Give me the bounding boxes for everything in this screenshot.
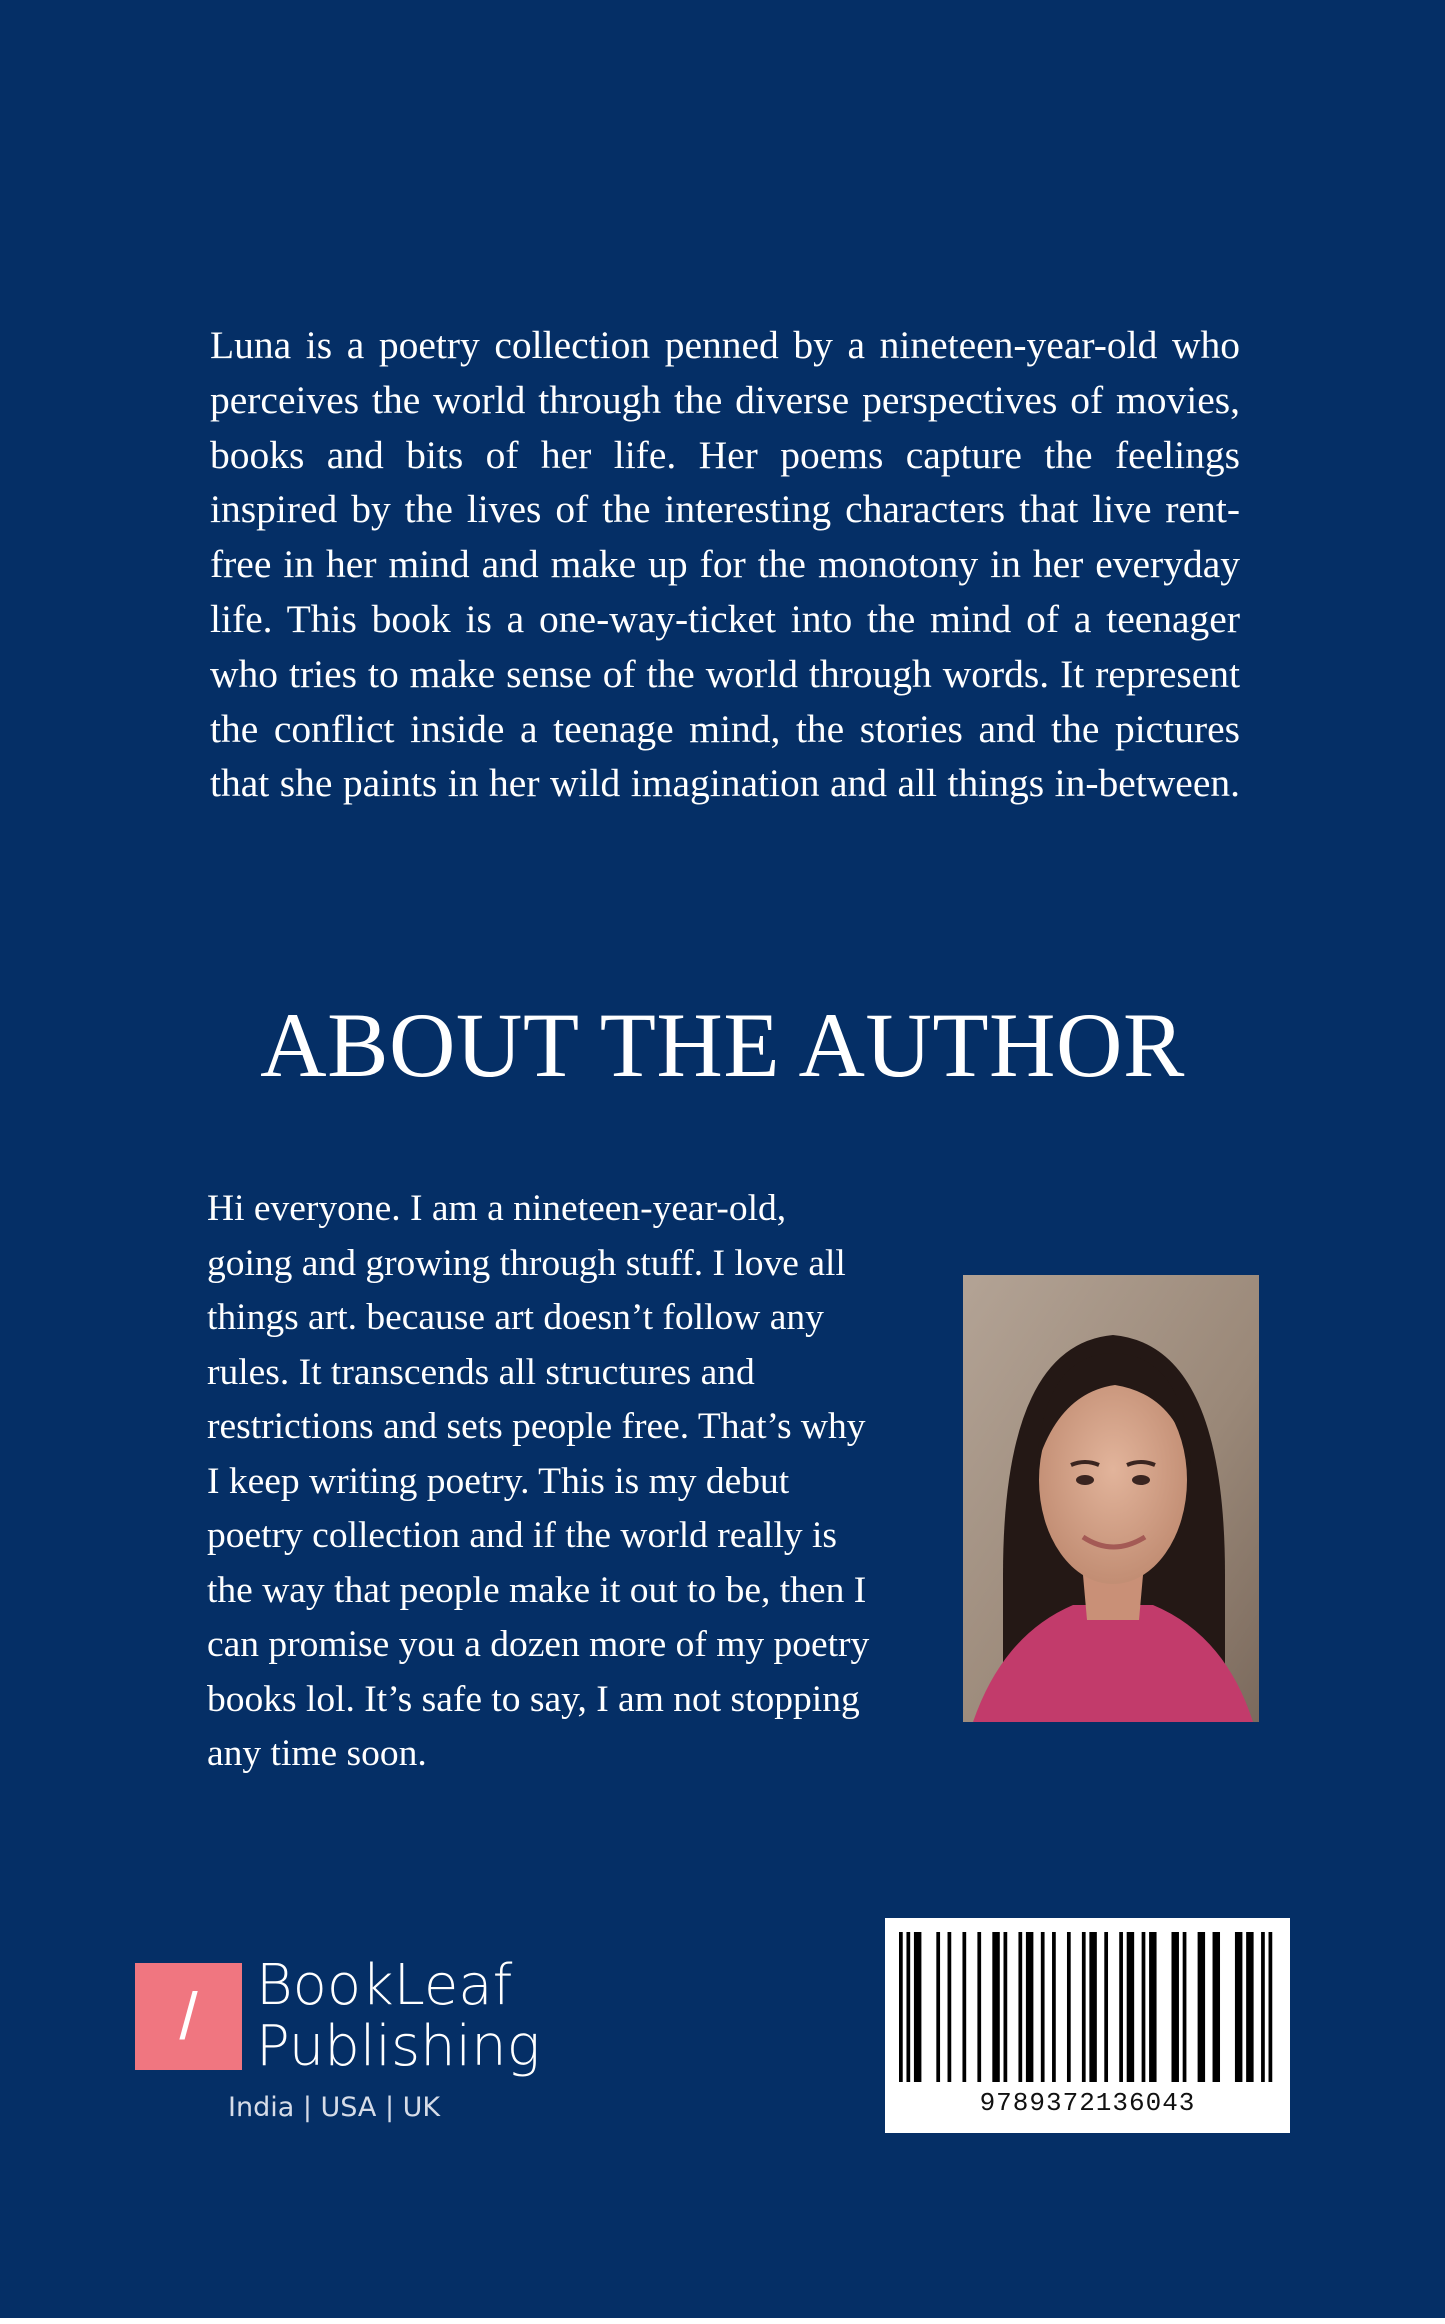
barcode-bar: [1142, 1932, 1146, 2082]
book-blurb: Luna is a poetry collection penned by a nineteen-year-old who perceives the world through the diverse perspectives of movies, books and bits of her life. Her poems capture the feelings inspired by the lives of the interesting characters that live rent-free in her mind and make up for the monotony in her everyday life. This book is a one-way-ticket into the mind of a teenager who tries to make sense of the world through words. It represent the conflict inside a teenage mind, the stories and the pictures that she paints in her wild imagination and all things in-between.: [210, 323, 1240, 806]
barcode-bar: [1004, 1932, 1008, 2082]
barcode-bar: [1127, 1932, 1134, 2082]
barcode-bar: [1198, 1932, 1205, 2082]
barcode-bar: [1104, 1932, 1108, 2082]
isbn-barcode: [885, 1918, 1290, 2133]
barcode-bar: [1041, 1932, 1045, 2082]
barcode-bar: [906, 1932, 910, 2082]
barcode-bar: [962, 1932, 966, 2082]
barcode-bar: [1149, 1932, 1156, 2082]
barcode-bar: [1018, 1932, 1022, 2082]
publisher-name-line1: BookLeaf: [256, 1953, 513, 2018]
author-bio: Hi everyone. I am a nineteen-year-old, going and growing through stuff. I love all things art. because art doesn’t follow any rules. It transcends all structures and restrictions and sets people free. That’s why I keep writing poetry. This is my debut poetry collection and if the world really is the way that people make it out to be, then I can promise you a dozen more of my poetry books lol. It’s safe to say, I am not stopping any time soon.: [207, 1188, 870, 1774]
barcode-icon: [885, 1918, 1290, 2088]
publisher-locations: India | USA | UK: [228, 2092, 441, 2123]
barcode-bar: [1213, 1932, 1220, 2082]
barcode-bar: [1026, 1932, 1033, 2082]
barcode-bar: [914, 1932, 921, 2082]
barcode-bar: [936, 1932, 940, 2082]
barcode-bar: [1119, 1932, 1123, 2082]
isbn-number: 9789372136043: [979, 2088, 1196, 2118]
barcode-bar: [1235, 1932, 1242, 2082]
about-author-heading: ABOUT THE AUTHOR: [260, 994, 1185, 1096]
barcode-bar: [1171, 1932, 1178, 2082]
barcode-bar: [948, 1932, 952, 2082]
barcode-bar: [1052, 1932, 1056, 2082]
barcode-bar: [992, 1932, 999, 2082]
publisher-logo-icon: [135, 1963, 242, 2070]
publisher-name-line2: Publishing: [256, 2014, 541, 2079]
barcode-bar: [1269, 1932, 1273, 2082]
barcode-bar: [1261, 1932, 1265, 2082]
logo-slash: /: [179, 1979, 198, 2053]
author-photo: [963, 1275, 1259, 1722]
barcode-bar: [1089, 1932, 1096, 2082]
barcode-bar: [1082, 1932, 1086, 2082]
barcode-bar: [1246, 1932, 1253, 2082]
barcode-bar: [1183, 1932, 1187, 2082]
barcode-bar: [1067, 1932, 1071, 2082]
barcode-bar: [899, 1932, 903, 2082]
barcode-bar: [977, 1932, 981, 2082]
